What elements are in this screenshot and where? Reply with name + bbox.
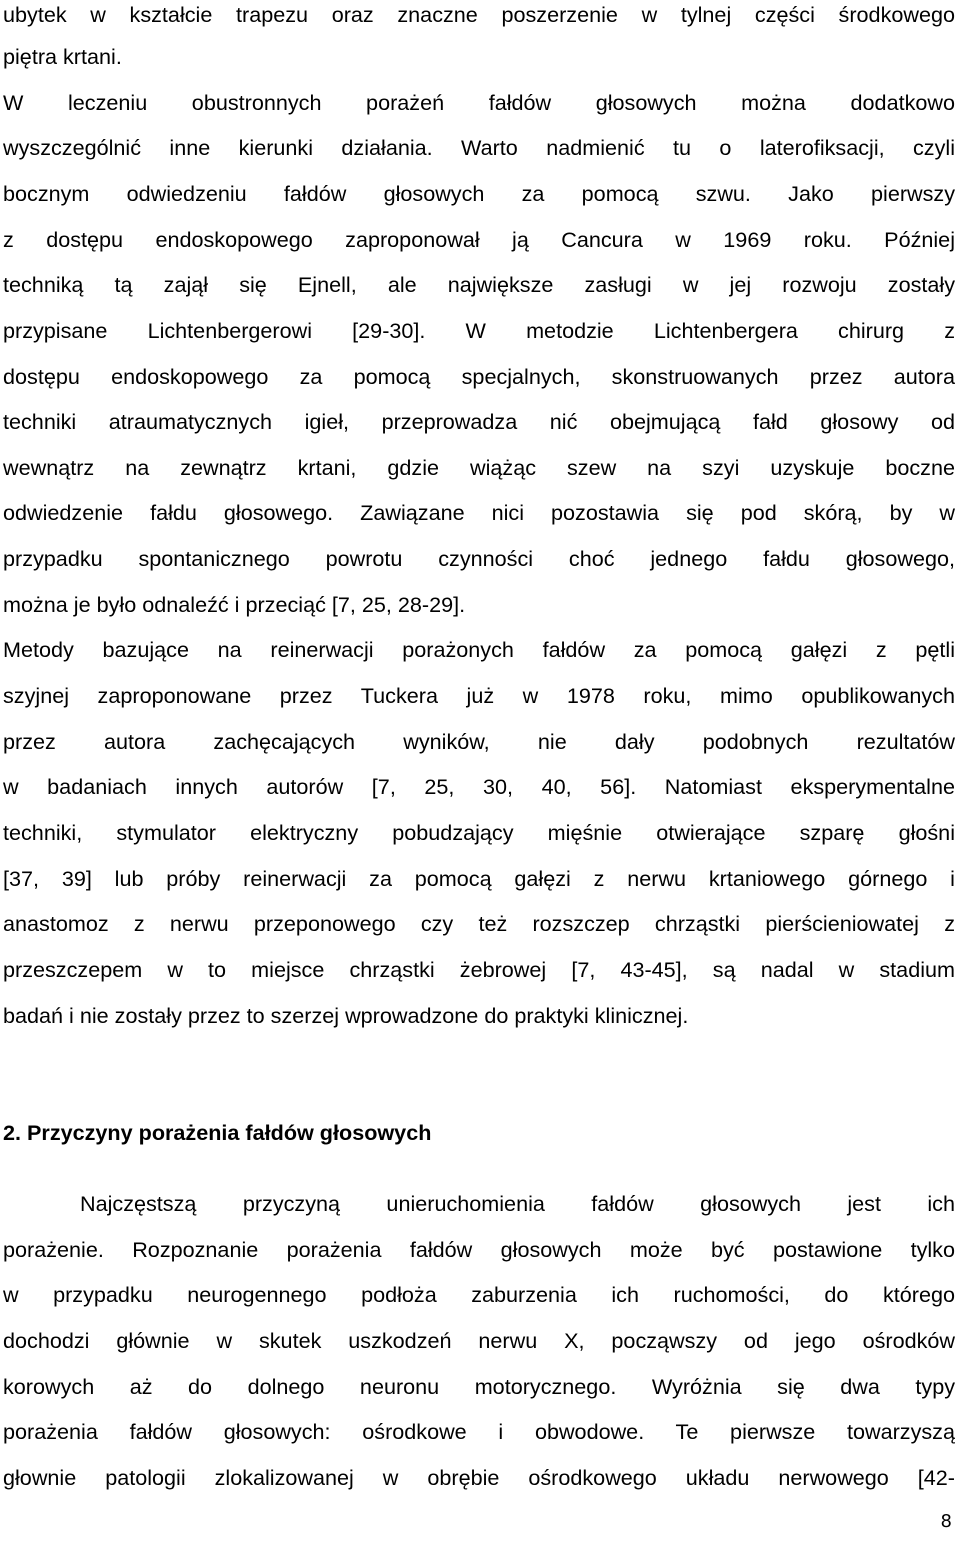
body-line: korowych aż do dolnego neuronu motorycznego. Wyróżnia się dwa typy bbox=[3, 1374, 955, 1399]
body-line: odwiedzenie fałdu głosowego. Zawiązane nici pozostawia się pod skórą, by w bbox=[3, 500, 955, 525]
body-line: przypisane Lichtenbergerowi [29-30]. W metodzie Lichtenbergera chirurg z bbox=[3, 318, 955, 343]
body-line: dochodzi głównie w skutek uszkodzeń nerwu X, począwszy od jego ośrodków bbox=[3, 1328, 955, 1353]
body-line: przeszczepem w to miejsce chrząstki żebrowej [7, 43-45], są nadal w stadium bbox=[3, 957, 955, 982]
body-line: wyszczególnić inne kierunki działania. Warto nadmienić tu o laterofiksacji, czyli bbox=[3, 135, 955, 160]
body-line: w przypadku neurogennego podłoża zaburzenia ich ruchomości, do którego bbox=[3, 1282, 955, 1307]
body-line: badań i nie zostały przez to szerzej wprowadzone do praktyki klinicznej. bbox=[3, 1003, 689, 1028]
body-line: anastomoz z nerwu przeponowego czy też rozszczep chrząstki pierścieniowatej z bbox=[3, 911, 955, 936]
body-line: szyjnej zaproponowane przez Tuckera już w 1978 roku, mimo opublikowanych bbox=[3, 683, 955, 708]
body-line: porażenie. Rozpoznanie porażenia fałdów głosowych może być postawione tylko bbox=[3, 1237, 955, 1262]
body-line: dostępu endoskopowego za pomocą specjalnych, skonstruowanych przez autora bbox=[3, 364, 955, 389]
body-line: techniki, stymulator elektryczny pobudzający mięśnie otwierające szparę głośni bbox=[3, 820, 955, 845]
body-line: techniką tą zajął się Ejnell, ale największe zasługi w jej rozwoju zostały bbox=[3, 272, 955, 297]
body-line: głownie patologii zlokalizowanej w obrębie ośrodkowego układu nerwowego [42- bbox=[3, 1465, 955, 1490]
body-line: ubytek w kształcie trapezu oraz znaczne poszerzenie w tylnej części środkowego bbox=[3, 2, 955, 27]
body-line: przypadku spontanicznego powrotu czynności choć jednego fałdu głosowego, bbox=[3, 546, 955, 571]
body-line: w badaniach innych autorów [7, 25, 30, 40, 56]. Natomiast eksperymentalne bbox=[3, 774, 955, 799]
page-number: 8 bbox=[940, 1511, 952, 1532]
body-line: przez autora zachęcających wyników, nie dały podobnych rezultatów bbox=[3, 729, 955, 754]
body-line: bocznym odwiedzeniu fałdów głosowych za pomocą szwu. Jako pierwszy bbox=[3, 181, 955, 206]
body-line: techniki atraumatycznych igieł, przeprowadza nić obejmującą fałd głosowy od bbox=[3, 409, 955, 434]
body-line: [37, 39] lub próby reinerwacji za pomocą gałęzi z nerwu krtaniowego górnego i bbox=[3, 866, 955, 891]
body-line: Metody bazujące na reinerwacji porażonych fałdów za pomocą gałęzi z pętli bbox=[3, 637, 955, 662]
body-line: piętra krtani. bbox=[3, 44, 122, 69]
body-line: porażenia fałdów głosowych: ośrodkowe i obwodowe. Te pierwsze towarzyszą bbox=[3, 1419, 955, 1444]
body-line: z dostępu endoskopowego zaproponował ją Cancura w 1969 roku. Później bbox=[3, 227, 955, 252]
body-line: W leczeniu obustronnych porażeń fałdów głosowych można dodatkowo bbox=[3, 90, 955, 115]
body-line: można je było odnaleźć i przeciąć [7, 25, 28-29]. bbox=[3, 592, 466, 617]
section-heading: 2. Przyczyny porażenia fałdów głosowych bbox=[3, 1120, 432, 1145]
body-line: Najczęstszą przyczyną unieruchomienia fałdów głosowych jest ich bbox=[80, 1191, 955, 1216]
body-line: wewnątrz na zewnątrz krtani, gdzie wiążąc szew na szyi uzyskuje boczne bbox=[3, 455, 955, 480]
